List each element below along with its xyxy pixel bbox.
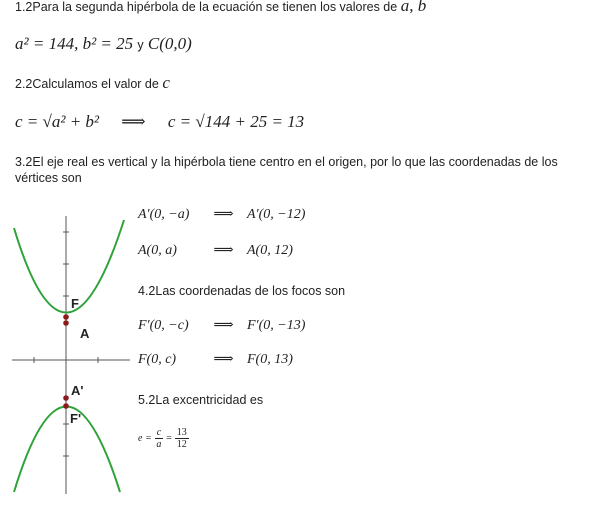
fraction-13-over-12 [175,427,189,450]
fraction2-denominator: 12 [176,439,187,450]
step1-label: 1.2Para la segunda hipérbola de la ecuación se tienen los valores de [15,0,398,14]
step1-y-word: y [137,38,144,52]
step1-center: C(0,0) [147,34,192,53]
vertex-a-prime-general: A′(0, −a) [138,207,190,222]
step2-formula-left: c = √a² + b² [15,112,100,131]
focus-f-value: F(0, 13) [247,352,293,367]
vertex-a-row [138,242,293,259]
step3-text: 3.2El eje real es vertical y la hipérbola tiene centro en el origen, por lo que las coordenadas de los vértices son [15,155,558,185]
focus-f-prime-row [138,317,305,334]
step2-arrow: ⟹ [121,112,146,131]
step2-formula [15,112,304,132]
vertex-a-point [63,320,69,326]
step5-text: 5.2La excentricidad es [138,393,264,407]
focus-f-prime-value: F′(0, −13) [247,318,306,333]
vertex-a-prime-point [63,395,69,401]
vertex-a-prime-row [138,206,305,223]
step1-values [15,34,192,54]
focus-f-general: F(0, c) [138,352,177,367]
step1-vars: a, b [400,0,427,15]
arrow-4: ⟹ [213,352,234,367]
eccentricity-formula [138,427,189,450]
step2-formula-right: c = √144 + 25 = 13 [167,112,305,131]
label-f: F [71,296,79,311]
step4-text: 4.2Las coordenadas de los focos son [138,284,346,298]
label-a: A [80,326,90,341]
vertex-a-value: A(0, 12) [247,243,293,258]
arrow-1: ⟹ [213,207,234,222]
step2-text [15,75,170,92]
fraction2-numerator: 13 [176,427,187,438]
fraction-c-over-a [155,427,163,450]
step1-values-math: a² = 144, b² = 25 [15,34,134,53]
step2-label: 2.2Calculamos el valor de [15,77,159,91]
step2-var: c [162,73,170,92]
eccentricity-lhs: e = [138,433,152,444]
fraction1-numerator: c [156,427,162,438]
label-a-prime: A' [71,383,84,398]
upper-branch [14,220,124,313]
vertex-a-general: A(0, a) [138,243,177,258]
arrow-2: ⟹ [213,243,234,258]
label-f-prime: F' [70,411,82,426]
focus-f-prime-general: F′(0, −c) [138,318,189,333]
arrow-3: ⟹ [213,318,234,333]
step1-text [15,0,426,15]
hyperbola-graph [12,216,130,494]
lower-branch [14,407,120,493]
eccentricity-equals: = [166,433,172,444]
focus-f-point [63,314,69,320]
focus-f-row [138,351,293,368]
vertex-a-prime-value: A′(0, −12) [247,207,306,222]
focus-f-prime-point [63,403,69,409]
fraction1-denominator: a [156,439,162,450]
